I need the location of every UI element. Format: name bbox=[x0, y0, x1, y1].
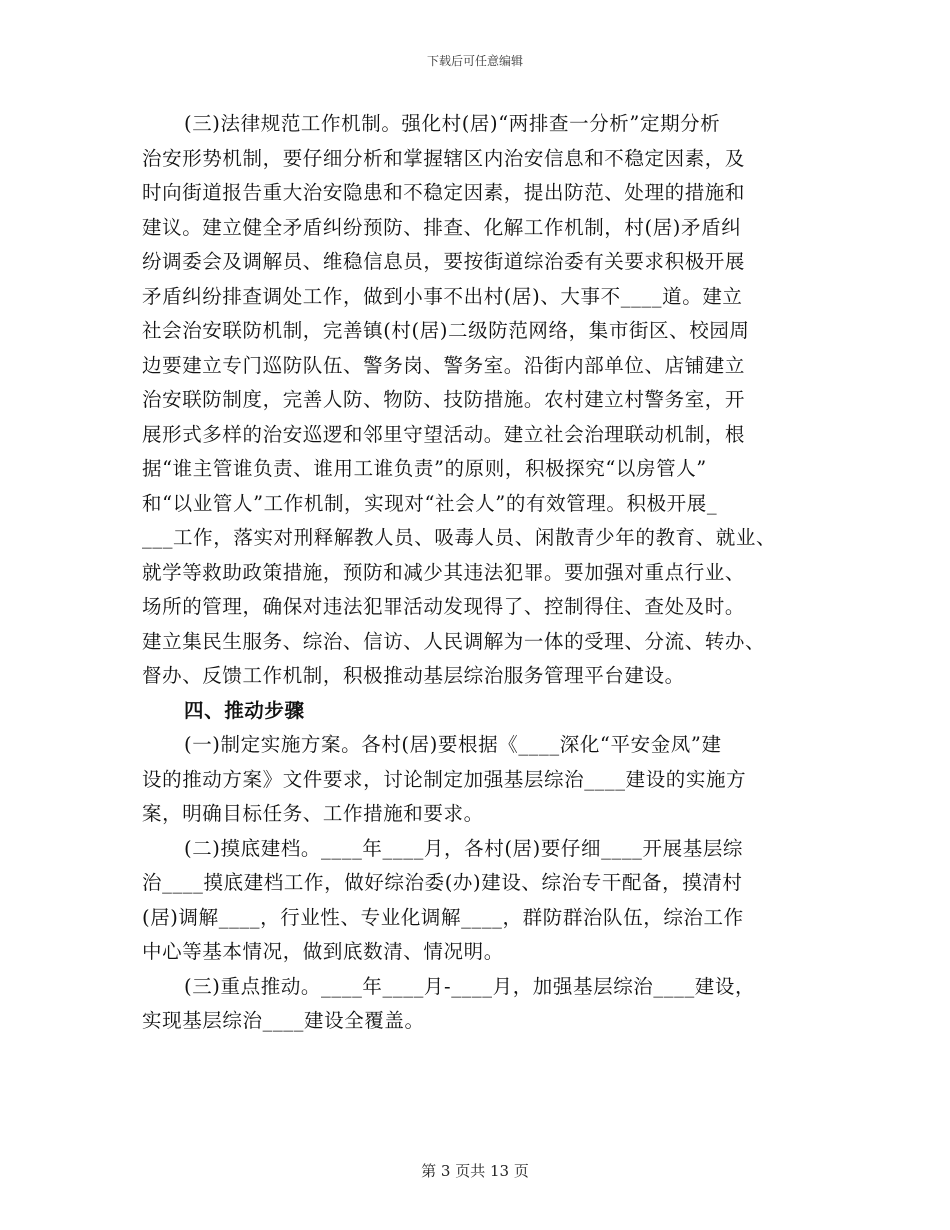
paragraph-line: 建立集民生服务、综治、信访、人民调解为一体的受理、分流、转办、 bbox=[142, 629, 766, 653]
paragraph-line: 社会治安联防机制，完善镇(村(居)二级防范网络，集市街区、校园周 bbox=[142, 319, 750, 342]
paragraph-line: ___工作，落实对刑释解教人员、吸毒人员、闲散青少年的教育、就业、 bbox=[142, 526, 777, 549]
paragraph-line: 就学等救助政策措施，预防和减少其违法犯罪。要加强对重点行业、 bbox=[142, 560, 746, 584]
page-header: 下载后可任意编辑 bbox=[426, 54, 523, 68]
paragraph-line: 督办、反馈工作机制，积极推动基层综治服务管理平台建设。 bbox=[142, 664, 685, 687]
paragraph-line: 实现基层综治____建设全覆盖。 bbox=[142, 1009, 425, 1032]
paragraph-line: (居)调解____，行业性、专业化调解____，群防群治队伍，综治工作 bbox=[142, 905, 744, 929]
paragraph-line: 设的推动方案》文件要求，讨论制定加强基层综治____建设的实施方 bbox=[142, 767, 747, 791]
paragraph-line: 纷调委会及调解员、维稳信息员，要按街道综治委有关要求积极开展 bbox=[142, 250, 746, 273]
paragraph-line: 矛盾纠纷排查调处工作，做到小事不出村(居)、大事不____道。建立 bbox=[142, 284, 743, 308]
paragraph-line: 中心等基本情况，做到底数清、情况明。 bbox=[142, 940, 504, 963]
paragraph-line: 据“谁主管谁负责、谁用工谁负责”的原则，积极探究“以房管人” bbox=[142, 457, 707, 480]
paragraph-line: 和“以业管人”工作机制，实现对“社会人”的有效管理。积极开展_ bbox=[142, 491, 718, 515]
paragraph-line: 案，明确目标任务、工作措施和要求。 bbox=[142, 802, 484, 825]
paragraph-line: 治安联防制度，完善人防、物防、技防措施。农村建立村警务室，开 bbox=[142, 388, 746, 411]
paragraph-line: 治____摸底建档工作，做好综治委(办)建设、综治专干配备，摸清村 bbox=[142, 871, 743, 894]
paragraph-line: (二)摸底建档。____年____月，各村(居)要仔细____开展基层综 bbox=[184, 836, 744, 860]
paragraph-line: 治安形势机制，要仔细分析和掌握辖区内治安信息和不稳定因素，及 bbox=[142, 146, 746, 170]
paragraph-line: 场所的管理，确保对违法犯罪活动发现得了、控制得住、查处及时。 bbox=[142, 595, 746, 618]
paragraph-line: 时向街道报告重大治安隐患和不稳定因素，提出防范、处理的措施和 bbox=[142, 181, 746, 204]
paragraph-line: (一)制定实施方案。各村(居)要根据《____深化“平安金凤”建 bbox=[184, 733, 722, 756]
paragraph-line: 展形式多样的治安巡逻和邻里守望活动。建立社会治理联动机制，根 bbox=[142, 422, 746, 446]
paragraph-line: (三)法律规范工作机制。强化村(居)“两排查一分析”定期分析 bbox=[184, 112, 721, 135]
section-heading: 四、推动步骤 bbox=[184, 698, 305, 722]
paragraph-line: 边要建立专门巡防队伍、警务岗、警务室。沿街内部单位、店铺建立 bbox=[142, 353, 746, 377]
document-body bbox=[142, 107, 822, 1039]
paragraph-line: (三)重点推动。____年____月-____月，加强基层综治____建设， bbox=[184, 974, 756, 998]
page-number: 第 3 页共 13 页 bbox=[421, 1162, 529, 1180]
paragraph-line: 建议。建立健全矛盾纠纷预防、排查、化解工作机制，村(居)矛盾纠 bbox=[142, 215, 742, 239]
